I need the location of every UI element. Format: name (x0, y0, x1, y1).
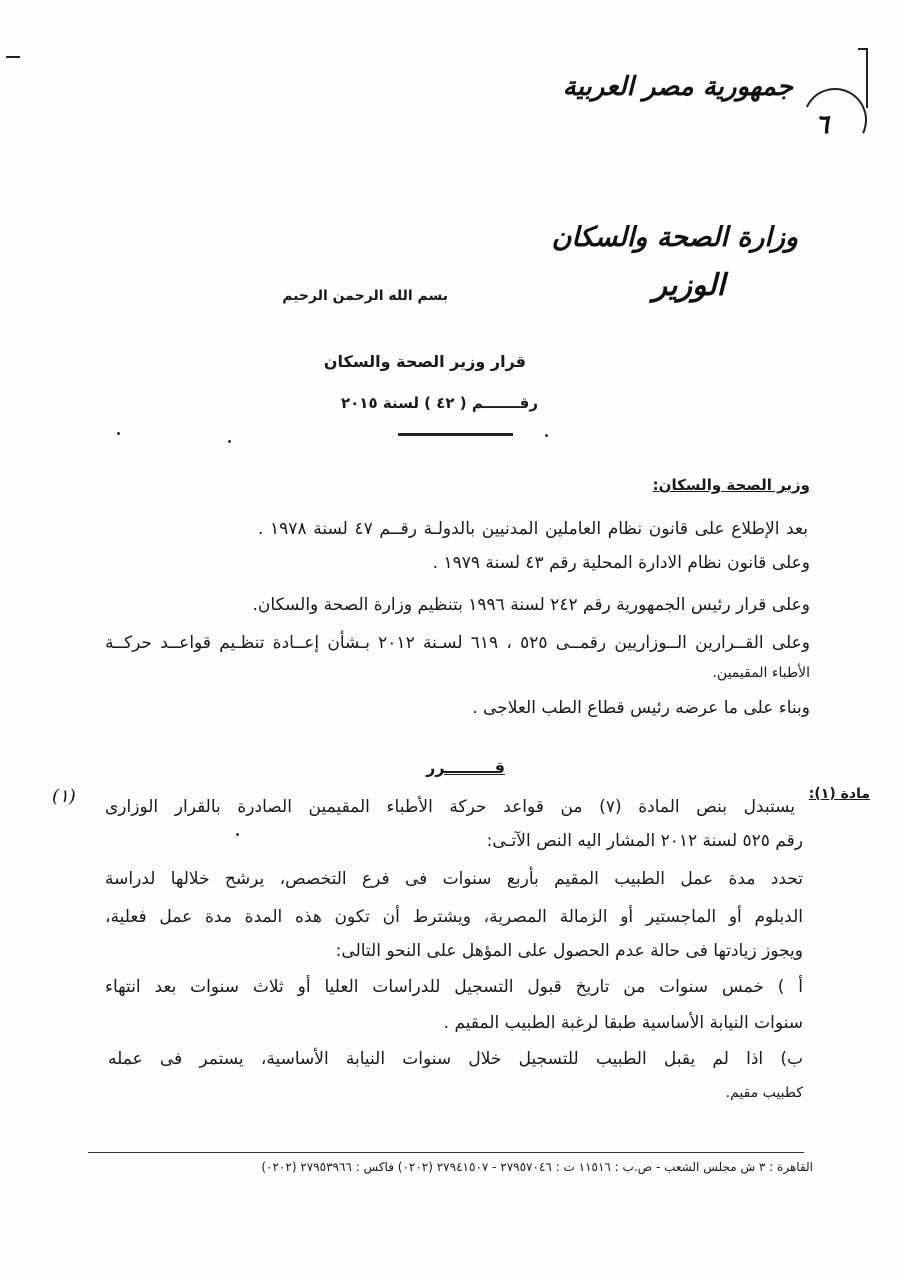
preamble-line: وعلى قرار رئيس الجمهورية رقم ٢٤٢ لسنة ١٩٩٦ بتنظيم وزارة الصحة والسكان. (252, 595, 810, 615)
preamble-line: وبناء على ما عرضه رئيس قطاع الطب العلاجى . (472, 698, 810, 718)
title-divider (398, 433, 513, 436)
article-line: سنوات النيابة الأساسية طبقا لرغبة الطبيب المقيم . (443, 1013, 803, 1033)
page-number: ٦ (815, 110, 829, 140)
article-line: رقم ٥٢٥ لسنة ٢٠١٢ المشار اليه النص الآتـى: (486, 831, 803, 851)
article-label: مادة (١): (808, 786, 870, 802)
footer-divider (88, 1152, 804, 1153)
scan-speck (228, 440, 231, 443)
page-number-circle (794, 79, 876, 161)
country-letterhead: جمهورية مصر العربية (562, 72, 793, 102)
preamble-line: وعلى القــرارين الــوزاريين رقمــى ٥٢٥ ، ٦١٩ لسـنة ٢٠١٢ بـشأن إعــادة تنظـيم قواعــد حركــة (105, 633, 810, 653)
article-line: ويجوز زيادتها فى حالة عدم الحصول على المؤهل على النحو التالى: (335, 941, 803, 961)
minister-letterhead: الوزير (652, 268, 725, 303)
scan-speck (117, 432, 120, 435)
article-line: يستبدل بنص المادة (٧) من قواعد حركة الأطباء المقيمين الصادرة بالقرار الوزارى (105, 797, 795, 817)
footer-address: القاهرة : ٣ ش مجلس الشعب - ص.ب : ١١٥١٦ ت : ٢٧٩٥٧٠٤٦ - ٢٧٩٤١٥٠٧ (٠٢٠٢) فاكس : ٢٧٩٥٣٩٦٦ (٠٢٠٢) (261, 1160, 813, 1174)
decree-title: قرار وزير الصحة والسكان (323, 352, 526, 371)
decree-number: رقـــــــم ( ٤٢ ) لسنة ٢٠١٥ (341, 394, 538, 412)
article-line: كطبيب مقيم. (725, 1085, 803, 1101)
preamble-line: وعلى قانون نظام الادارة المحلية رقم ٤٣ لسنة ١٩٧٩ . (432, 553, 810, 573)
scan-speck (236, 833, 239, 836)
scan-speck (545, 434, 548, 437)
ministry-letterhead: وزارة الصحة والسكان (551, 222, 798, 253)
preamble-line: بعد الإطلاع على قانون نظام العاملين المدنيين بالدولـة رقــم ٤٧ لسنة ١٩٧٨ . (258, 519, 808, 539)
margin-note: (١) (52, 786, 76, 807)
basmala: بسم الله الرحمن الرحيم (282, 288, 448, 304)
preamble-line: الأطباء المقيمين. (712, 665, 810, 681)
corner-mark-right-top (858, 48, 868, 50)
article-line: الدبلوم أو الماجستير أو الزمالة المصرية، ويشترط أن تكون هذه المدة مدة عمل فعلية، (105, 907, 803, 927)
corner-mark-left (6, 56, 20, 58)
corner-mark-right (866, 48, 868, 108)
article-line: تحدد مدة عمل الطبيب المقيم بأربع سنوات فى فرع التخصص، يرشح خلالها لدراسة (105, 869, 803, 889)
preamble-heading: وزير الصحة والسكان: (652, 476, 810, 494)
article-line: ب) اذا لم يقبل الطبيب للتسجيل خلال سنوات النيابة الأساسية، يستمر فى عمله (108, 1049, 803, 1069)
decision-heading: قـــــــــرر (426, 758, 505, 777)
article-line: أ ) خمس سنوات من تاريخ قبول التسجيل للدراسات العليا أو ثلاث سنوات بعد انتهاء (105, 977, 803, 997)
